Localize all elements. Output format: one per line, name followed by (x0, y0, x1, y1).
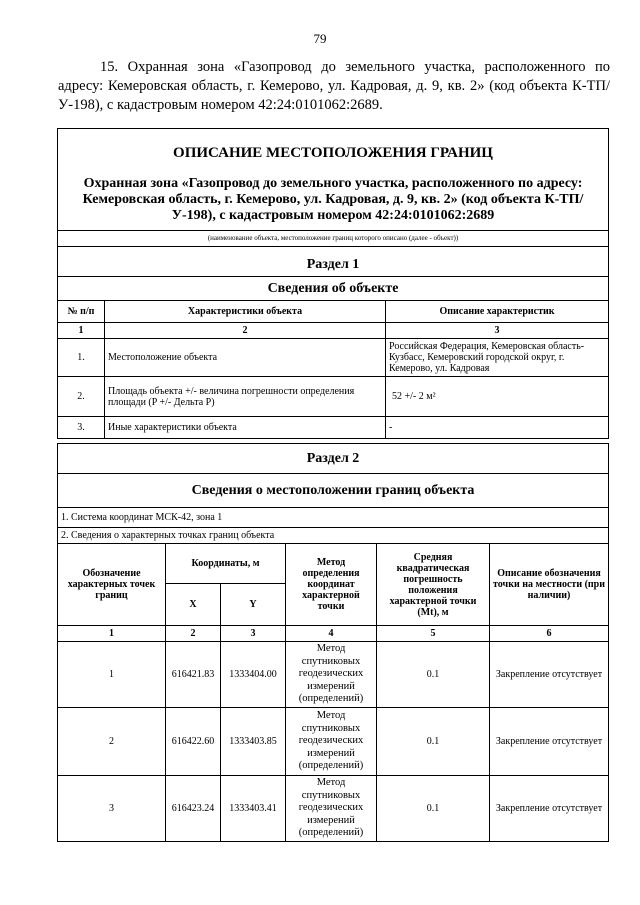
point-mt: 0.1 (377, 642, 490, 708)
table-row (58, 417, 609, 439)
row-value: 52 +/- 2 м² (386, 377, 609, 417)
section2-subtitle: Сведения о местоположении границ объекта (58, 474, 609, 508)
col-number: 5 (377, 626, 490, 642)
col-number: 3 (221, 626, 286, 642)
col-number: 2 (166, 626, 221, 642)
point-description: Закрепление отсутствует (490, 776, 609, 842)
object-caption: (наименование объекта, местоположение границ которого описано (далее - объект)) (58, 231, 609, 247)
point-description: Закрепление отсутствует (490, 642, 609, 708)
row-name: Иные характеристики объекта (105, 417, 386, 439)
row-number: 3. (58, 417, 105, 439)
header-x: X (166, 584, 221, 626)
section1-title: Раздел 1 (58, 253, 609, 277)
point-method: Метод спутниковых геодезических измерений (определений) (286, 776, 377, 842)
point-x: 616423.24 (166, 776, 221, 842)
table-row (58, 776, 609, 842)
intro-paragraph: 15. Охранная зона «Газопровод до земельного участка, расположенного по адресу: Кемеровская область, г. Кемерово, ул. Кадровая, д. 9, кв. 2» (код объекта К-ТП/У-198), с кадастровым номером 42:24:0101062:2689. (58, 59, 610, 113)
header-coords: Координаты, м (166, 544, 286, 584)
point-description: Закрепление отсутствует (490, 708, 609, 776)
section1-table (57, 128, 609, 439)
row-value: - (386, 417, 609, 439)
point-id: 1 (58, 642, 166, 708)
col-number: 6 (490, 626, 609, 642)
point-mt: 0.1 (377, 708, 490, 776)
header-number: № п/п (58, 301, 105, 323)
point-mt: 0.1 (377, 776, 490, 842)
row-number: 1. (58, 339, 105, 377)
point-x: 616421.83 (166, 642, 221, 708)
col-number: 2 (105, 323, 386, 339)
header-method: Метод определения координат характерной точки (286, 544, 377, 626)
header-y: Y (221, 584, 286, 626)
header-point-description: Описание обозначения точки на местности (при наличии) (490, 544, 609, 626)
point-id: 2 (58, 708, 166, 776)
row-name: Площадь объекта +/- величина погрешности определения площади (P +/- Дельта P) (105, 377, 386, 417)
section2-table (57, 443, 609, 842)
coord-system: 1. Система координат МСК-42, зона 1 (58, 508, 609, 528)
table-row (58, 339, 609, 377)
page-number: 79 (313, 31, 327, 46)
table-row (58, 377, 609, 417)
point-method: Метод спутниковых геодезических измерений (определений) (286, 708, 377, 776)
doc-title: ОПИСАНИЕ МЕСТОПОЛОЖЕНИЯ ГРАНИЦ (58, 129, 609, 171)
points-caption: 2. Сведения о характерных точках границ объекта (58, 528, 609, 544)
object-name: Охранная зона «Газопровод до земельного участка, расположенного по адресу: Кемеровская область, г. Кемерово, ул. Кадровая, д. 9, кв. 2» (код объекта К-ТП/У-198), с кадастровым номером 42:24:0101062:2689 (58, 171, 609, 231)
header-accuracy: Средняя квадратическая погрешность положения характерной точки (Mt), м (377, 544, 490, 626)
col-number: 3 (386, 323, 609, 339)
point-method: Метод спутниковых геодезических измерений (определений) (286, 642, 377, 708)
point-y: 1333403.41 (221, 776, 286, 842)
point-y: 1333404.00 (221, 642, 286, 708)
point-id: 3 (58, 776, 166, 842)
header-characteristic: Характеристики объекта (105, 301, 386, 323)
row-value: Российская Федерация, Кемеровская область-Кузбасс, Кемеровский городской округ, г. Кемерово, ул. Кадровая (386, 339, 609, 377)
col-number: 4 (286, 626, 377, 642)
row-number: 2. (58, 377, 105, 417)
col-number: 1 (58, 626, 166, 642)
row-name: Местоположение объекта (105, 339, 386, 377)
col-number: 1 (58, 323, 105, 339)
section1-subtitle: Сведения об объекте (58, 277, 609, 301)
point-y: 1333403.85 (221, 708, 286, 776)
table-row (58, 708, 609, 776)
table-row (58, 642, 609, 708)
header-description: Описание характеристик (386, 301, 609, 323)
section2-title: Раздел 2 (58, 444, 609, 474)
point-x: 616422.60 (166, 708, 221, 776)
header-designation: Обозначение характерных точек границ (58, 544, 166, 626)
